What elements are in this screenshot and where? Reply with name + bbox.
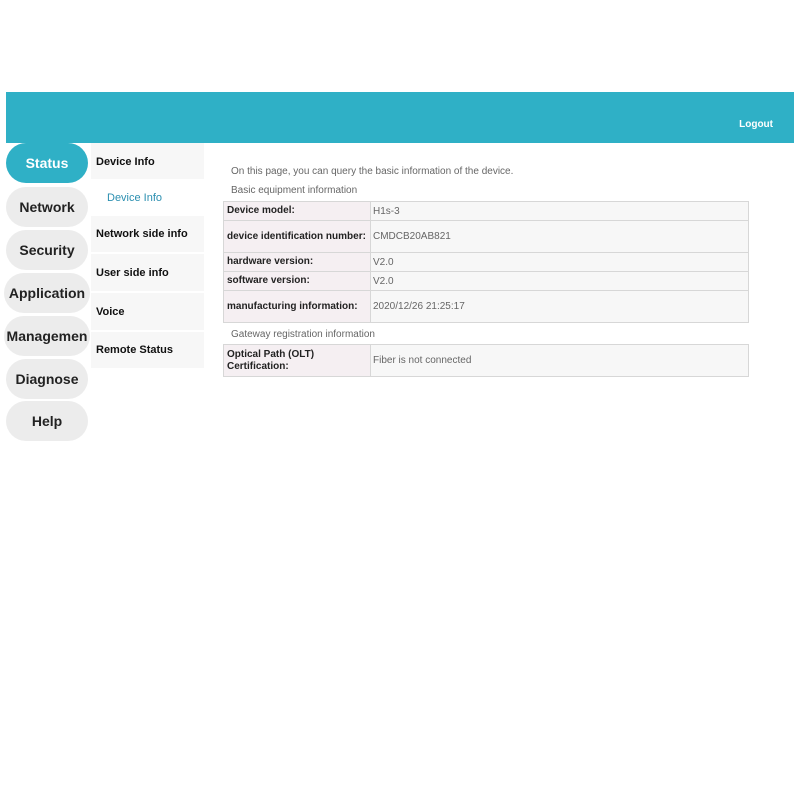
sub-nav-user-side-info[interactable]: User side info <box>91 254 204 291</box>
sub-nav-network-side-info[interactable]: Network side info <box>91 216 204 252</box>
table-row <box>224 345 749 377</box>
gateway-info-table <box>223 344 749 377</box>
basic-info-table <box>223 201 749 323</box>
table-row <box>224 253 749 272</box>
olt-certification-value: Fiber is not connected <box>371 345 749 377</box>
sub-nav-device-info-selected[interactable]: Device Info <box>91 179 204 217</box>
device-id-value: CMDCB20AB821 <box>371 221 749 253</box>
table-row <box>224 221 749 253</box>
top-header-bar <box>6 92 794 143</box>
main-nav-security[interactable]: Security <box>6 230 88 270</box>
software-version-label: software version: <box>224 272 371 291</box>
device-model-label: Device model: <box>224 202 371 221</box>
manufacturing-info-value: 2020/12/26 21:25:17 <box>371 291 749 323</box>
device-id-label: device identification number: <box>224 221 371 253</box>
sub-nav-voice[interactable]: Voice <box>91 293 204 330</box>
manufacturing-info-label: manufacturing information: <box>224 291 371 323</box>
sub-nav <box>91 143 204 365</box>
main-nav-help[interactable]: Help <box>6 401 88 441</box>
hardware-version-value: V2.0 <box>371 253 749 272</box>
main-nav-status[interactable]: Status <box>6 143 88 183</box>
basic-info-heading: Basic equipment information <box>231 185 358 196</box>
gateway-info-heading: Gateway registration information <box>231 329 375 340</box>
table-row <box>224 291 749 323</box>
main-nav-application[interactable]: Application <box>4 273 90 313</box>
main-nav <box>0 143 92 443</box>
sub-nav-remote-status[interactable]: Remote Status <box>91 332 204 368</box>
main-nav-management[interactable]: Managemen <box>4 316 90 356</box>
main-nav-diagnose[interactable]: Diagnose <box>6 359 88 399</box>
logout-link[interactable]: Logout <box>739 119 773 130</box>
device-model-value: H1s-3 <box>371 202 749 221</box>
olt-certification-label: Optical Path (OLT) Certification: <box>224 345 371 377</box>
hardware-version-label: hardware version: <box>224 253 371 272</box>
table-row <box>224 272 749 291</box>
sub-nav-device-info[interactable]: Device Info <box>91 143 204 181</box>
main-nav-network[interactable]: Network <box>6 187 88 227</box>
table-row <box>224 202 749 221</box>
software-version-value: V2.0 <box>371 272 749 291</box>
page-description: On this page, you can query the basic information of the device. <box>231 166 514 177</box>
